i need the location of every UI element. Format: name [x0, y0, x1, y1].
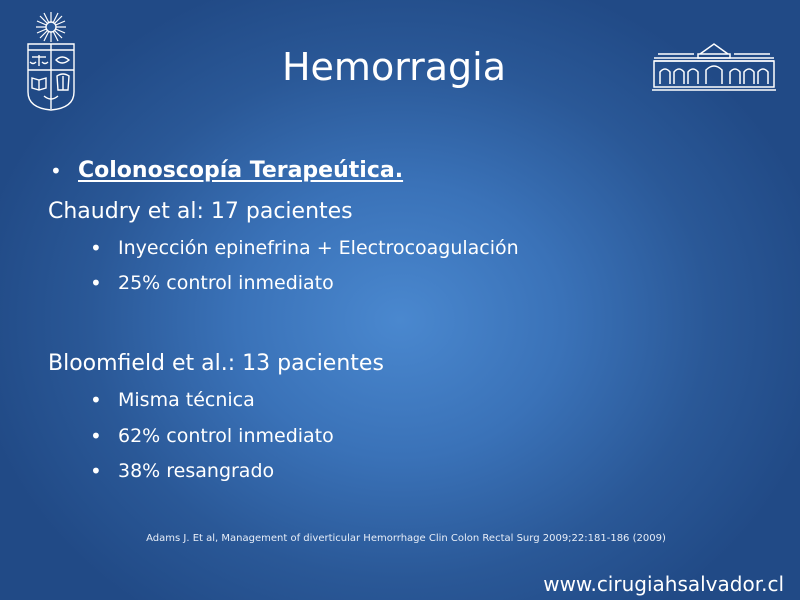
bullet-glyph: •: [90, 236, 102, 260]
study-1-heading: Chaudry et al: 17 pacientes: [48, 199, 353, 224]
bullet-glyph: •: [90, 388, 102, 412]
study-1-item: 25% control inmediato: [118, 272, 334, 294]
slide-title: Hemorragia: [281, 45, 507, 89]
study-1-item: Inyección epinefrina + Electrocoagulación: [118, 237, 519, 259]
bullet-glyph: •: [90, 424, 102, 448]
bullet-glyph: •: [50, 159, 62, 183]
main-topic-heading: Colonoscopía Terapeútica.: [78, 158, 404, 183]
website-url: www.cirugiahsalvador.cl: [543, 572, 784, 596]
study-2-heading: Bloomfield et al.: 13 pacientes: [48, 351, 384, 376]
bullet-glyph: •: [90, 459, 102, 483]
study-2-item: 38% resangrado: [118, 460, 275, 482]
study-2-item: Misma técnica: [118, 389, 255, 411]
bullet-glyph: •: [90, 271, 102, 295]
citation-reference: Adams J. Et al, Management of diverticular Hemorrhage Clin Colon Rectal Surg 2009;22:181-186 (2009): [146, 533, 666, 544]
study-2-item: 62% control inmediato: [118, 425, 334, 447]
